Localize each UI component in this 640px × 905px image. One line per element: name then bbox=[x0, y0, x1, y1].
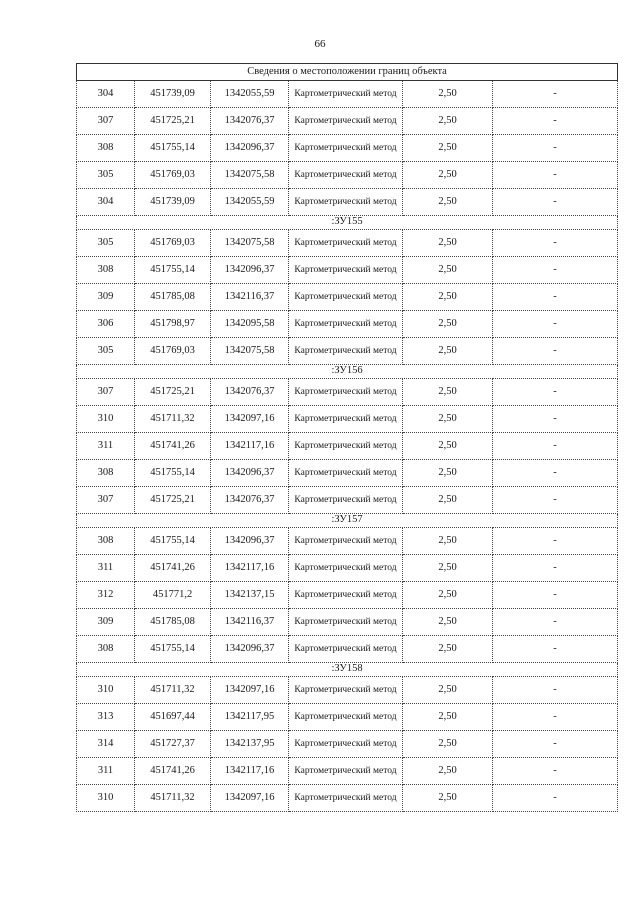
cell-method: Картометрический метод bbox=[289, 785, 403, 812]
cell-point-number: 314 bbox=[77, 731, 135, 758]
table-row bbox=[77, 582, 618, 609]
cell-coord-x: 451755,14 bbox=[135, 257, 211, 284]
cell-point-number: 304 bbox=[77, 189, 135, 216]
cell-coord-y: 1342117,16 bbox=[211, 555, 289, 582]
table-row bbox=[77, 758, 618, 785]
cell-accuracy: 2,50 bbox=[403, 108, 493, 135]
table-row bbox=[77, 284, 618, 311]
cell-point-number: 306 bbox=[77, 311, 135, 338]
cell-note: - bbox=[493, 230, 618, 257]
cell-coord-y: 1342137,15 bbox=[211, 582, 289, 609]
cell-coord-x: 451725,21 bbox=[135, 379, 211, 406]
table-row bbox=[77, 311, 618, 338]
cell-accuracy: 2,50 bbox=[403, 379, 493, 406]
table-row bbox=[77, 528, 618, 555]
cell-accuracy: 2,50 bbox=[403, 785, 493, 812]
cell-note: - bbox=[493, 108, 618, 135]
cell-coord-x: 451785,08 bbox=[135, 609, 211, 636]
cell-accuracy: 2,50 bbox=[403, 731, 493, 758]
cell-method: Картометрический метод bbox=[289, 162, 403, 189]
section-header-row bbox=[77, 663, 618, 677]
cell-point-number: 309 bbox=[77, 609, 135, 636]
section-header-row bbox=[77, 365, 618, 379]
cell-coord-y: 1342096,37 bbox=[211, 636, 289, 663]
cell-coord-y: 1342075,58 bbox=[211, 230, 289, 257]
cell-point-number: 308 bbox=[77, 636, 135, 663]
table-row bbox=[77, 406, 618, 433]
cell-accuracy: 2,50 bbox=[403, 636, 493, 663]
cell-method: Картометрический метод bbox=[289, 636, 403, 663]
cell-accuracy: 2,50 bbox=[403, 704, 493, 731]
cell-coord-x: 451711,32 bbox=[135, 785, 211, 812]
cell-coord-y: 1342137,95 bbox=[211, 731, 289, 758]
cell-coord-x: 451755,14 bbox=[135, 528, 211, 555]
cell-method: Картометрический метод bbox=[289, 582, 403, 609]
table-row bbox=[77, 704, 618, 731]
cell-coord-x: 451739,09 bbox=[135, 81, 211, 108]
cell-note: - bbox=[493, 189, 618, 216]
table-row bbox=[77, 731, 618, 758]
cell-coord-x: 451769,03 bbox=[135, 162, 211, 189]
cell-accuracy: 2,50 bbox=[403, 582, 493, 609]
cell-coord-y: 1342097,16 bbox=[211, 677, 289, 704]
cell-method: Картометрический метод bbox=[289, 487, 403, 514]
cell-point-number: 307 bbox=[77, 487, 135, 514]
table-row bbox=[77, 81, 618, 108]
cell-coord-x: 451769,03 bbox=[135, 338, 211, 365]
table-row bbox=[77, 433, 618, 460]
cell-accuracy: 2,50 bbox=[403, 487, 493, 514]
cell-point-number: 311 bbox=[77, 433, 135, 460]
cell-method: Картометрический метод bbox=[289, 257, 403, 284]
cell-coord-x: 451711,32 bbox=[135, 677, 211, 704]
table-row bbox=[77, 785, 618, 812]
cell-method: Картометрический метод bbox=[289, 81, 403, 108]
cell-coord-x: 451785,08 bbox=[135, 284, 211, 311]
cell-accuracy: 2,50 bbox=[403, 555, 493, 582]
cell-coord-y: 1342117,16 bbox=[211, 758, 289, 785]
cell-method: Картометрический метод bbox=[289, 758, 403, 785]
table-row bbox=[77, 609, 618, 636]
cell-accuracy: 2,50 bbox=[403, 257, 493, 284]
cell-point-number: 313 bbox=[77, 704, 135, 731]
cell-point-number: 308 bbox=[77, 528, 135, 555]
cell-coord-x: 451755,14 bbox=[135, 460, 211, 487]
table-row bbox=[77, 108, 618, 135]
cell-accuracy: 2,50 bbox=[403, 162, 493, 189]
table-row bbox=[77, 162, 618, 189]
cell-point-number: 309 bbox=[77, 284, 135, 311]
cell-note: - bbox=[493, 555, 618, 582]
table-row bbox=[77, 636, 618, 663]
cell-method: Картометрический метод bbox=[289, 338, 403, 365]
cell-coord-y: 1342096,37 bbox=[211, 135, 289, 162]
cell-coord-y: 1342076,37 bbox=[211, 108, 289, 135]
cell-accuracy: 2,50 bbox=[403, 528, 493, 555]
boundary-coordinates-table bbox=[76, 63, 618, 812]
cell-note: - bbox=[493, 609, 618, 636]
cell-coord-y: 1342116,37 bbox=[211, 609, 289, 636]
cell-accuracy: 2,50 bbox=[403, 677, 493, 704]
cell-method: Картометрический метод bbox=[289, 609, 403, 636]
cell-coord-x: 451727,37 bbox=[135, 731, 211, 758]
cell-coord-y: 1342075,58 bbox=[211, 162, 289, 189]
cell-coord-y: 1342075,58 bbox=[211, 338, 289, 365]
cell-note: - bbox=[493, 677, 618, 704]
cell-note: - bbox=[493, 528, 618, 555]
table-row bbox=[77, 257, 618, 284]
cell-point-number: 311 bbox=[77, 758, 135, 785]
cell-method: Картометрический метод bbox=[289, 731, 403, 758]
cell-coord-x: 451755,14 bbox=[135, 135, 211, 162]
cell-note: - bbox=[493, 81, 618, 108]
cell-method: Картометрический метод bbox=[289, 677, 403, 704]
cell-accuracy: 2,50 bbox=[403, 135, 493, 162]
cell-note: - bbox=[493, 406, 618, 433]
cell-point-number: 312 bbox=[77, 582, 135, 609]
table-row bbox=[77, 487, 618, 514]
cell-note: - bbox=[493, 487, 618, 514]
cell-note: - bbox=[493, 785, 618, 812]
cell-note: - bbox=[493, 311, 618, 338]
cell-accuracy: 2,50 bbox=[403, 460, 493, 487]
section-label: :ЗУ158 bbox=[77, 663, 618, 677]
cell-note: - bbox=[493, 433, 618, 460]
cell-note: - bbox=[493, 135, 618, 162]
cell-coord-y: 1342117,16 bbox=[211, 433, 289, 460]
cell-point-number: 311 bbox=[77, 555, 135, 582]
cell-accuracy: 2,50 bbox=[403, 230, 493, 257]
cell-coord-x: 451798,97 bbox=[135, 311, 211, 338]
cell-accuracy: 2,50 bbox=[403, 284, 493, 311]
cell-method: Картометрический метод bbox=[289, 555, 403, 582]
cell-coord-y: 1342097,16 bbox=[211, 785, 289, 812]
cell-accuracy: 2,50 bbox=[403, 81, 493, 108]
cell-coord-x: 451697,44 bbox=[135, 704, 211, 731]
cell-method: Картометрический метод bbox=[289, 433, 403, 460]
cell-accuracy: 2,50 bbox=[403, 338, 493, 365]
cell-point-number: 310 bbox=[77, 785, 135, 812]
cell-accuracy: 2,50 bbox=[403, 758, 493, 785]
cell-method: Картометрический метод bbox=[289, 311, 403, 338]
cell-coord-y: 1342096,37 bbox=[211, 528, 289, 555]
table-row bbox=[77, 379, 618, 406]
cell-method: Картометрический метод bbox=[289, 108, 403, 135]
section-header-row bbox=[77, 216, 618, 230]
cell-method: Картометрический метод bbox=[289, 460, 403, 487]
cell-coord-x: 451711,32 bbox=[135, 406, 211, 433]
cell-point-number: 310 bbox=[77, 406, 135, 433]
cell-coord-x: 451741,26 bbox=[135, 433, 211, 460]
section-header-row bbox=[77, 514, 618, 528]
cell-point-number: 305 bbox=[77, 338, 135, 365]
cell-coord-y: 1342055,59 bbox=[211, 189, 289, 216]
cell-method: Картометрический метод bbox=[289, 135, 403, 162]
section-label: :ЗУ155 bbox=[77, 216, 618, 230]
cell-method: Картометрический метод bbox=[289, 406, 403, 433]
page-number: 66 bbox=[314, 38, 326, 50]
cell-coord-y: 1342117,95 bbox=[211, 704, 289, 731]
table-title: Сведения о местоположении границ объекта bbox=[77, 64, 618, 81]
cell-point-number: 308 bbox=[77, 257, 135, 284]
cell-method: Картометрический метод bbox=[289, 704, 403, 731]
cell-coord-y: 1342096,37 bbox=[211, 460, 289, 487]
cell-coord-x: 451739,09 bbox=[135, 189, 211, 216]
cell-accuracy: 2,50 bbox=[403, 609, 493, 636]
table-row bbox=[77, 135, 618, 162]
section-label: :ЗУ157 bbox=[77, 514, 618, 528]
cell-method: Картометрический метод bbox=[289, 189, 403, 216]
cell-note: - bbox=[493, 379, 618, 406]
cell-point-number: 310 bbox=[77, 677, 135, 704]
cell-coord-x: 451741,26 bbox=[135, 555, 211, 582]
cell-note: - bbox=[493, 731, 618, 758]
cell-coord-x: 451725,21 bbox=[135, 487, 211, 514]
table-row bbox=[77, 189, 618, 216]
table-row bbox=[77, 460, 618, 487]
cell-note: - bbox=[493, 460, 618, 487]
cell-point-number: 304 bbox=[77, 81, 135, 108]
table-row bbox=[77, 338, 618, 365]
cell-coord-x: 451741,26 bbox=[135, 758, 211, 785]
cell-method: Картометрический метод bbox=[289, 379, 403, 406]
table-row bbox=[77, 230, 618, 257]
cell-point-number: 308 bbox=[77, 460, 135, 487]
cell-coord-x: 451755,14 bbox=[135, 636, 211, 663]
cell-method: Картометрический метод bbox=[289, 284, 403, 311]
cell-point-number: 305 bbox=[77, 230, 135, 257]
cell-note: - bbox=[493, 338, 618, 365]
cell-coord-x: 451769,03 bbox=[135, 230, 211, 257]
cell-note: - bbox=[493, 582, 618, 609]
cell-coord-y: 1342055,59 bbox=[211, 81, 289, 108]
cell-coord-x: 451725,21 bbox=[135, 108, 211, 135]
cell-method: Картометрический метод bbox=[289, 230, 403, 257]
cell-point-number: 307 bbox=[77, 108, 135, 135]
cell-note: - bbox=[493, 162, 618, 189]
table-title-row bbox=[77, 64, 618, 81]
cell-note: - bbox=[493, 704, 618, 731]
cell-coord-y: 1342096,37 bbox=[211, 257, 289, 284]
cell-coord-y: 1342095,58 bbox=[211, 311, 289, 338]
table-row bbox=[77, 677, 618, 704]
table-row bbox=[77, 555, 618, 582]
cell-note: - bbox=[493, 257, 618, 284]
cell-coord-y: 1342076,37 bbox=[211, 487, 289, 514]
cell-point-number: 305 bbox=[77, 162, 135, 189]
cell-method: Картометрический метод bbox=[289, 528, 403, 555]
cell-coord-y: 1342076,37 bbox=[211, 379, 289, 406]
cell-coord-y: 1342097,16 bbox=[211, 406, 289, 433]
cell-point-number: 307 bbox=[77, 379, 135, 406]
cell-coord-x: 451771,2 bbox=[135, 582, 211, 609]
cell-accuracy: 2,50 bbox=[403, 433, 493, 460]
cell-note: - bbox=[493, 284, 618, 311]
cell-note: - bbox=[493, 758, 618, 785]
cell-note: - bbox=[493, 636, 618, 663]
section-label: :ЗУ156 bbox=[77, 365, 618, 379]
cell-accuracy: 2,50 bbox=[403, 406, 493, 433]
cell-point-number: 308 bbox=[77, 135, 135, 162]
cell-accuracy: 2,50 bbox=[403, 311, 493, 338]
cell-coord-y: 1342116,37 bbox=[211, 284, 289, 311]
cell-accuracy: 2,50 bbox=[403, 189, 493, 216]
